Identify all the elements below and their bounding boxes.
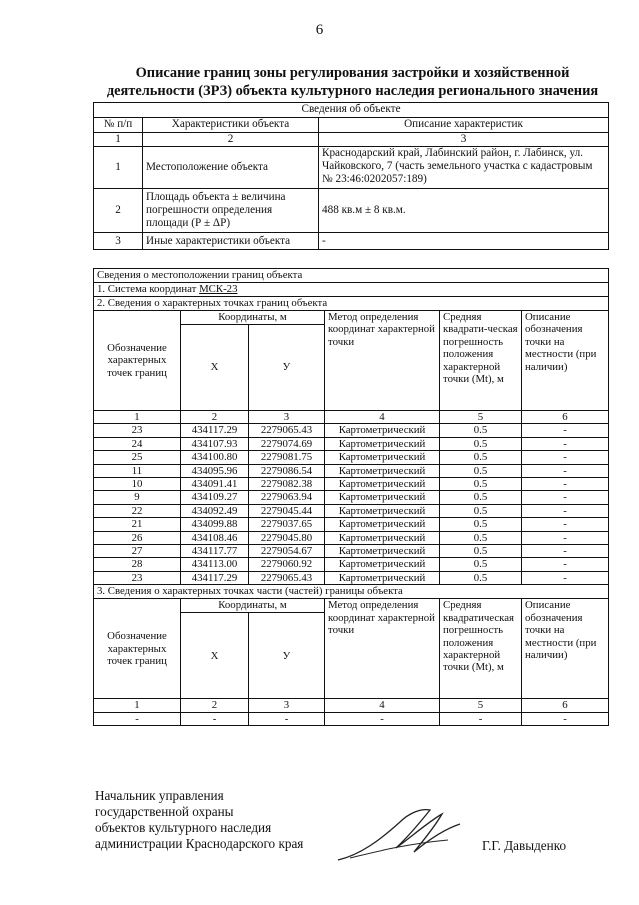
point-error: 0.5: [440, 424, 522, 437]
point-y: 2279045.44: [249, 504, 325, 517]
table-row: [94, 491, 609, 504]
table-row: [94, 712, 609, 725]
point-y: 2279065.43: [249, 424, 325, 437]
point-x: 434117.29: [181, 571, 249, 584]
point-y: 2279082.38: [249, 478, 325, 491]
header-error: Средняя квадратическая погрешность положения характерной точки (Мt), м: [440, 599, 522, 699]
page-number: 6: [315, 22, 324, 38]
point-error: 0.5: [440, 464, 522, 477]
point-description: -: [522, 518, 609, 531]
point-x: 434095.96: [181, 464, 249, 477]
point-id: -: [94, 712, 181, 725]
point-description: -: [522, 464, 609, 477]
column-number: 2: [181, 411, 249, 424]
position-line: администрации Краснодарского края: [95, 836, 304, 851]
point-x: -: [181, 712, 249, 725]
point-method: Картометрический: [325, 478, 440, 491]
point-x: 434099.88: [181, 518, 249, 531]
point-error: 0.5: [440, 531, 522, 544]
point-description: -: [522, 437, 609, 450]
point-y: 2279037.65: [249, 518, 325, 531]
table-row: [94, 189, 609, 233]
table-row: [94, 147, 609, 189]
row-value: 488 кв.м ± 8 кв.м.: [319, 189, 609, 233]
point-y: 2279065.43: [249, 571, 325, 584]
point-id: 25: [94, 451, 181, 464]
location-section-title: Сведения о местоположении границ объекта: [94, 269, 609, 283]
point-method: Картометрический: [325, 451, 440, 464]
point-y: -: [249, 712, 325, 725]
header-method: Метод определения координат характерной точки: [325, 311, 440, 411]
point-x: 434091.41: [181, 478, 249, 491]
position-line: государственной охраны: [95, 804, 234, 819]
section-2-title: 2. Сведения о характерных точках границ объекта: [94, 297, 609, 311]
point-id: 11: [94, 464, 181, 477]
point-error: 0.5: [440, 504, 522, 517]
table-row: [94, 233, 609, 250]
row-name: Площадь объекта ± величина погрешности определения площади (Р ± ΔР): [143, 189, 319, 233]
point-method: Картометрический: [325, 491, 440, 504]
point-id: 23: [94, 424, 181, 437]
point-error: 0.5: [440, 558, 522, 571]
table-row: [94, 531, 609, 544]
row-value: Краснодарский край, Лабинский район, г. Лабинск, ул. Чайковского, 7 (часть земельного участка с кадастровым № 23:46:0202057:189): [319, 147, 609, 189]
object-info-table: [93, 102, 609, 250]
point-x: 434117.77: [181, 545, 249, 558]
header-description: Описание обозначения точки на местности (при наличии): [522, 599, 609, 699]
coord-system-value: МСК-23: [199, 283, 238, 295]
header-error: Средняя квадрати-ческая погрешность положения характерной точки (Мt), м: [440, 311, 522, 411]
point-y: 2279063.94: [249, 491, 325, 504]
point-description: -: [522, 558, 609, 571]
signatory-position: [95, 788, 303, 852]
header-number-cell: 3: [319, 133, 609, 147]
title-line-1: Описание границ зоны регулирования застройки и хозяйственной: [135, 65, 570, 81]
column-number: 1: [94, 411, 181, 424]
table-row: [94, 464, 609, 477]
point-y: 2279086.54: [249, 464, 325, 477]
title-line-2: деятельности (ЗРЗ) объекта культурного наследия регионального значения: [106, 83, 599, 99]
point-id: 21: [94, 518, 181, 531]
point-id: 9: [94, 491, 181, 504]
point-method: Картометрический: [325, 545, 440, 558]
header-x: X: [181, 325, 249, 411]
row-number: 3: [94, 233, 143, 250]
point-description: -: [522, 712, 609, 725]
row-value: -: [319, 233, 609, 250]
point-method: Картометрический: [325, 424, 440, 437]
point-error: 0.5: [440, 437, 522, 450]
point-method: Картометрический: [325, 518, 440, 531]
point-error: 0.5: [440, 491, 522, 504]
part-points-body: [94, 712, 609, 725]
point-description: -: [522, 424, 609, 437]
row-name: Местоположение объекта: [143, 147, 319, 189]
column-number: 4: [325, 699, 440, 712]
point-x: 434100.80: [181, 451, 249, 464]
column-number: 5: [440, 411, 522, 424]
point-error: 0.5: [440, 571, 522, 584]
point-method: Картометрический: [325, 571, 440, 584]
point-method: -: [325, 712, 440, 725]
column-number: 1: [94, 699, 181, 712]
table-row: [94, 437, 609, 450]
header-description: Описание характеристик: [319, 118, 609, 133]
point-method: Картометрический: [325, 464, 440, 477]
point-x: 434109.27: [181, 491, 249, 504]
point-description: -: [522, 531, 609, 544]
point-id: 10: [94, 478, 181, 491]
point-x: 434108.46: [181, 531, 249, 544]
point-y: 2279054.67: [249, 545, 325, 558]
point-y: 2279060.92: [249, 558, 325, 571]
coordinate-system: [94, 283, 609, 297]
table-row: [94, 504, 609, 517]
header-y: У: [249, 325, 325, 411]
header-characteristics: Характеристики объекта: [143, 118, 319, 133]
coord-system-label: 1. Система координат: [97, 283, 197, 295]
point-method: Картометрический: [325, 504, 440, 517]
header-coordinates: Координаты, м: [181, 599, 325, 613]
position-line: Начальник управления: [95, 788, 224, 803]
row-number: 1: [94, 147, 143, 189]
points-body: [94, 424, 609, 585]
point-y: 2279081.75: [249, 451, 325, 464]
header-y: У: [249, 613, 325, 699]
point-description: -: [522, 478, 609, 491]
signatory-name: Г.Г. Давыденко: [482, 838, 567, 853]
point-y: 2279074.69: [249, 437, 325, 450]
point-error: 0.5: [440, 545, 522, 558]
object-section-title: Сведения об объекте: [94, 103, 609, 118]
point-method: Картометрический: [325, 531, 440, 544]
header-coordinates: Координаты, м: [181, 311, 325, 325]
point-description: -: [522, 571, 609, 584]
column-number: 4: [325, 411, 440, 424]
row-number: 2: [94, 189, 143, 233]
header-num: № п/п: [94, 118, 143, 133]
point-error: 0.5: [440, 478, 522, 491]
point-method: Картометрический: [325, 558, 440, 571]
table-row: [94, 478, 609, 491]
table-row: [94, 571, 609, 584]
point-description: -: [522, 451, 609, 464]
point-error: 0.5: [440, 451, 522, 464]
point-x: 434117.29: [181, 424, 249, 437]
point-x: 434107.93: [181, 437, 249, 450]
header-number-cell: 1: [94, 133, 143, 147]
row-name: Иные характеристики объекта: [143, 233, 319, 250]
header-number-cell: 2: [143, 133, 319, 147]
point-error: 0.5: [440, 518, 522, 531]
column-number: 6: [522, 699, 609, 712]
document-title: [80, 64, 625, 100]
point-method: Картометрический: [325, 437, 440, 450]
handwritten-signature: [330, 800, 470, 870]
column-number: 3: [249, 699, 325, 712]
point-description: -: [522, 491, 609, 504]
point-id: 23: [94, 571, 181, 584]
point-description: -: [522, 504, 609, 517]
column-number: 6: [522, 411, 609, 424]
point-id: 27: [94, 545, 181, 558]
table-row: [94, 424, 609, 437]
point-id: 24: [94, 437, 181, 450]
header-designation: Обозначение характерных точек границ: [94, 311, 181, 411]
table-row: [94, 518, 609, 531]
column-number: 5: [440, 699, 522, 712]
point-description: -: [522, 545, 609, 558]
point-x: 434113.00: [181, 558, 249, 571]
point-id: 28: [94, 558, 181, 571]
point-id: 26: [94, 531, 181, 544]
point-x: 434092.49: [181, 504, 249, 517]
column-number: 3: [249, 411, 325, 424]
section-3-title: 3. Сведения о характерных точках части (частей) границы объекта: [94, 585, 609, 599]
column-number: 2: [181, 699, 249, 712]
header-description: Описание обозначения точки на местности (при наличии): [522, 311, 609, 411]
position-line: объектов культурного наследия: [95, 820, 272, 835]
header-designation: Обозначение характерных точек границ: [94, 599, 181, 699]
table-row: [94, 558, 609, 571]
point-error: -: [440, 712, 522, 725]
point-id: 22: [94, 504, 181, 517]
header-method: Метод определения координат характерной точки: [325, 599, 440, 699]
location-table: [93, 268, 609, 726]
table-row: [94, 451, 609, 464]
point-y: 2279045.80: [249, 531, 325, 544]
table-row: [94, 545, 609, 558]
header-x: X: [181, 613, 249, 699]
